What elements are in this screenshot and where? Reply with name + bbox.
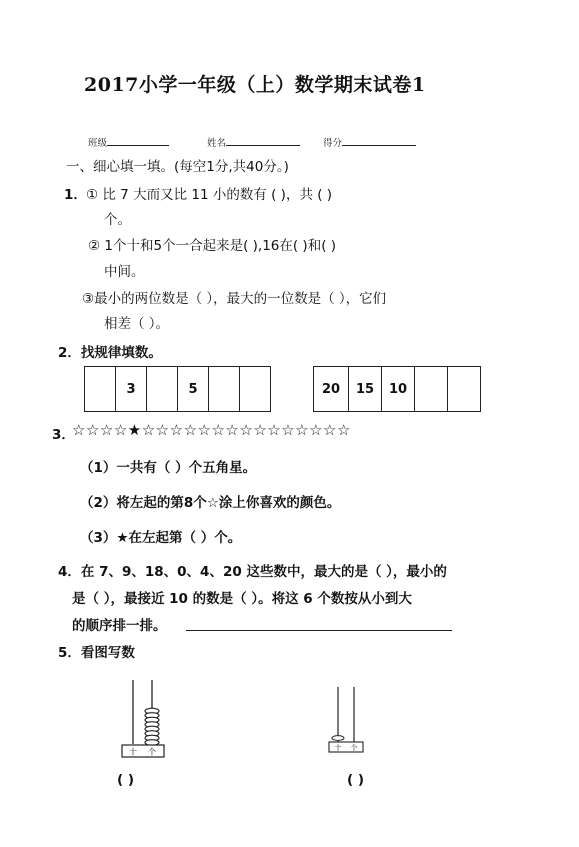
- abacus-1-answer[interactable]: ( ): [117, 772, 135, 788]
- q3-number: 3．: [52, 427, 75, 443]
- seq-right-cell: 20: [314, 367, 349, 412]
- q3-sub2: （2）将左起的第8个☆涂上你喜欢的颜色。: [80, 495, 341, 511]
- seq-left-cell: 3: [116, 367, 147, 412]
- q1c-line1: ③最小的两位数是（ ），最大的一位数是（ ），它们: [82, 291, 387, 307]
- q1a-line1: ① 比 7 大而又比 11 小的数有 ( )，共 ( ): [86, 187, 333, 203]
- abacus-1-ones-label: 个: [148, 747, 156, 757]
- q4-line1: 4．在 7、9、18、0、4、20 这些数中，最大的是（ ），最小的: [58, 564, 447, 580]
- seq-left-cell[interactable]: [240, 367, 271, 412]
- abacus-2-answer[interactable]: ( ): [347, 772, 365, 788]
- abacus-1: [116, 676, 172, 760]
- abacus-2: [322, 684, 368, 756]
- abacus-2-tens-label: 十: [334, 744, 342, 752]
- class-label: 班级: [88, 138, 108, 149]
- sequence-grid-left: [84, 366, 271, 412]
- seq-right-cell: 10: [382, 367, 415, 412]
- abacus-2-ones-label: 个: [350, 744, 358, 752]
- q4-answer-line[interactable]: [186, 629, 452, 631]
- q4-line3: 的顺序排一排。: [72, 618, 167, 634]
- class-blank[interactable]: [107, 134, 169, 146]
- abacus-1-tens-label: 十: [129, 747, 137, 757]
- seq-left-cell[interactable]: [85, 367, 116, 412]
- seq-right-cell: 15: [349, 367, 382, 412]
- seq-right-cell[interactable]: [415, 367, 448, 412]
- seq-left-cell[interactable]: [209, 367, 240, 412]
- seq-right-cell[interactable]: [448, 367, 481, 412]
- q3-sub1: （1）一共有（ ）个五角星。: [80, 460, 257, 476]
- seq-left-cell: 5: [178, 367, 209, 412]
- seq-left-cell[interactable]: [147, 367, 178, 412]
- score-blank[interactable]: [342, 134, 416, 146]
- section1-heading: 一、细心填一填。(每空1分,共40分。): [66, 159, 289, 175]
- name-blank[interactable]: [226, 134, 300, 146]
- name-field: [207, 134, 300, 149]
- q5-heading: 5．看图写数: [58, 645, 135, 661]
- abacus-2-bead: [332, 736, 344, 741]
- abacus-1-ones-beads: [145, 708, 159, 745]
- class-field: [88, 134, 169, 149]
- q1b-line2: 中间。: [104, 264, 145, 280]
- star-row[interactable]: ☆☆☆☆★☆☆☆☆☆☆☆☆☆☆☆☆☆☆☆: [72, 421, 351, 439]
- q1-number: 1．: [64, 187, 87, 203]
- q1a-line2: 个。: [104, 212, 131, 228]
- q3-sub3: （3）★在左起第（ ）个。: [80, 530, 242, 546]
- q4-line2: 是（ ），最接近 10 的数是（ ）。将这 6 个数按从小到大: [72, 591, 412, 607]
- name-label: 姓名: [207, 138, 227, 149]
- score-field: [323, 134, 416, 149]
- sequence-grid-right: [313, 366, 481, 412]
- score-label: 得分: [323, 138, 343, 149]
- q1b-line1: ② 1个十和5个一合起来是( ),16在( )和( ): [88, 238, 337, 254]
- q1c-line2: 相差（ ）。: [104, 316, 170, 332]
- q2-heading: 2．找规律填数。: [58, 345, 162, 361]
- page-title: 2017小学一年级（上）数学期末试卷1: [84, 74, 426, 96]
